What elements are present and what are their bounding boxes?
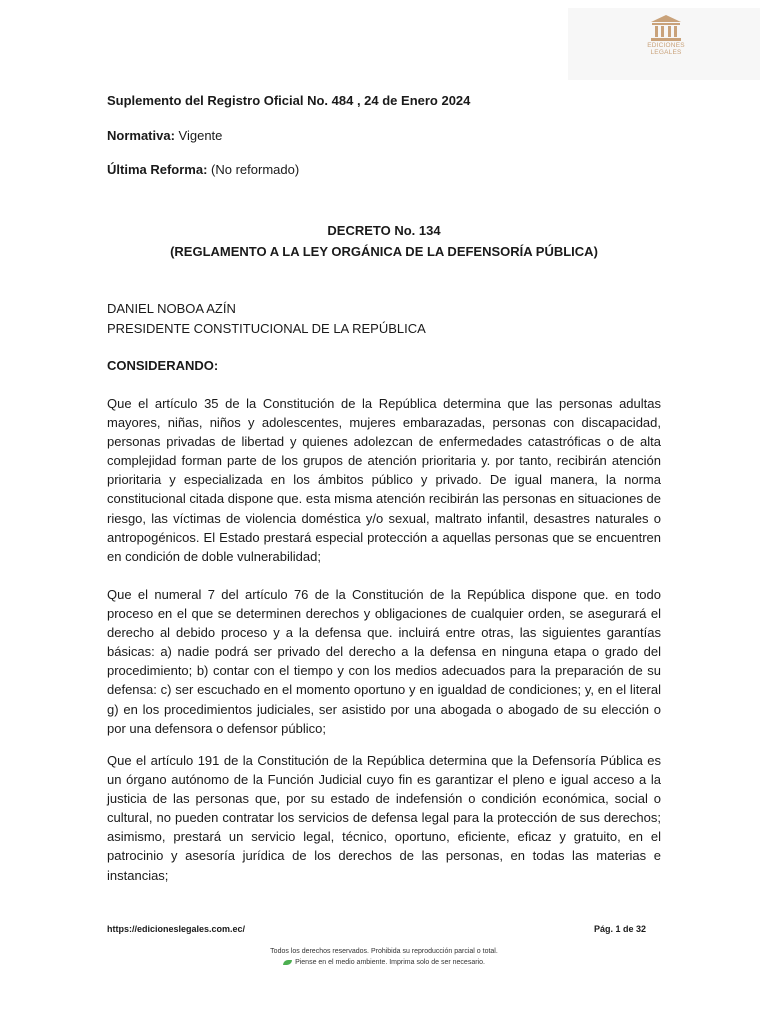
normativa-label: Normativa: (107, 128, 175, 143)
ediciones-legales-logo (568, 8, 760, 80)
footer-website-link[interactable]: https://edicioneslegales.com.ec/ (107, 924, 246, 934)
page-number: Pág. 1 de 32 (593, 924, 646, 934)
environment-text: Piense en el medio ambiente. Imprima solo de ser necesario. (295, 959, 485, 966)
logo-text-line2: LEGALES (650, 49, 682, 56)
reforma-line (107, 162, 299, 178)
signer-name: DANIEL NOBOA AZÍN (107, 301, 236, 316)
logo-text-line1: EDICIONES (647, 42, 685, 49)
leaf-icon (283, 960, 292, 965)
considerando-heading: CONSIDERANDO: (107, 358, 219, 373)
considerando-paragraph-2: Que el numeral 7 del artículo 76 de la Constitución de la República dispone que. en todo proceso en el que se determinen derechos y obligaciones de cualquier orden, se asegurará el derecho al debido proceso y a la defensa que. incluirá entre otras, las siguientes garantías básicas: a) nadie podrá ser privado del derecho a la defensa en ninguna etapa o grado del procedimiento; b) contar con el tiempo y con los medios adecuados para la preparación de su defensa: c) ser escuchado en el momento oportuno y en igualdad de condiciones; y, en el literal g) en los procedimientos judiciales, ser asistido por una abogada o abogado de su elección o por una defensora o defensor público; (107, 587, 661, 736)
signer-role: PRESIDENTE CONSTITUCIONAL DE LA REPÚBLICA (107, 321, 426, 336)
registro-line (107, 93, 470, 109)
reforma-value: (No reformado) (211, 162, 300, 177)
considerando-paragraph-1: Que el artículo 35 de la Constitución de la República determina que las personas adultas mayores, niñas, niños y adolescentes, mujeres embarazadas, personas con discapacidad, personas privadas de libertad y quienes adolezcan de enfermedades catastróficas o de alta complejidad forman parte de los grupos de atención prioritaria y. por tanto, recibirán atención prioritaria y especializada en los ámbitos público y privado. De igual manera, la norma constitucional citada dispone que. esta misma atención recibirán las personas en situaciones de riesgo, las víctimas de violencia doméstica y/o sexual, maltrato infantil, desastres naturales o antropogénicos. El Estado prestará especial protección a aquellas personas que se encuentren en condición de doble vulnerabilidad; (107, 396, 661, 564)
normativa-line (107, 128, 222, 144)
rights-notice: Todos los derechos reservados. Prohibida su reproducción parcial o total. (270, 948, 498, 955)
registro-text: Suplemento del Registro Oficial No. 484 , 24 de Enero 2024 (107, 93, 471, 108)
temple-columns-icon (649, 14, 683, 42)
reforma-label: Última Reforma: (107, 162, 208, 177)
environment-notice (0, 958, 768, 968)
normativa-value: Vigente (178, 128, 223, 143)
decree-title: (REGLAMENTO A LA LEY ORGÁNICA DE LA DEFENSORÍA PÚBLICA) (170, 244, 598, 259)
decree-number: DECRETO No. 134 (327, 223, 441, 238)
considerando-paragraph-3: Que el artículo 191 de la Constitución de la República determina que la Defensoría Pública es un órgano autónomo de la Función Judicial cuyo fin es garantizar el pleno e igual acceso a la justicia de las personas que, por su estado de indefensión o condición económica, social o cultural, no pueden contratar los servicios de defensa legal para la protección de sus derechos; asimismo, prestará un servicio legal, técnico, oportuno, eficiente, eficaz y gratuito, en el patrocinio y asesoría jurídica de los derechos de las personas, en todas las materias e instancias; (107, 753, 661, 883)
